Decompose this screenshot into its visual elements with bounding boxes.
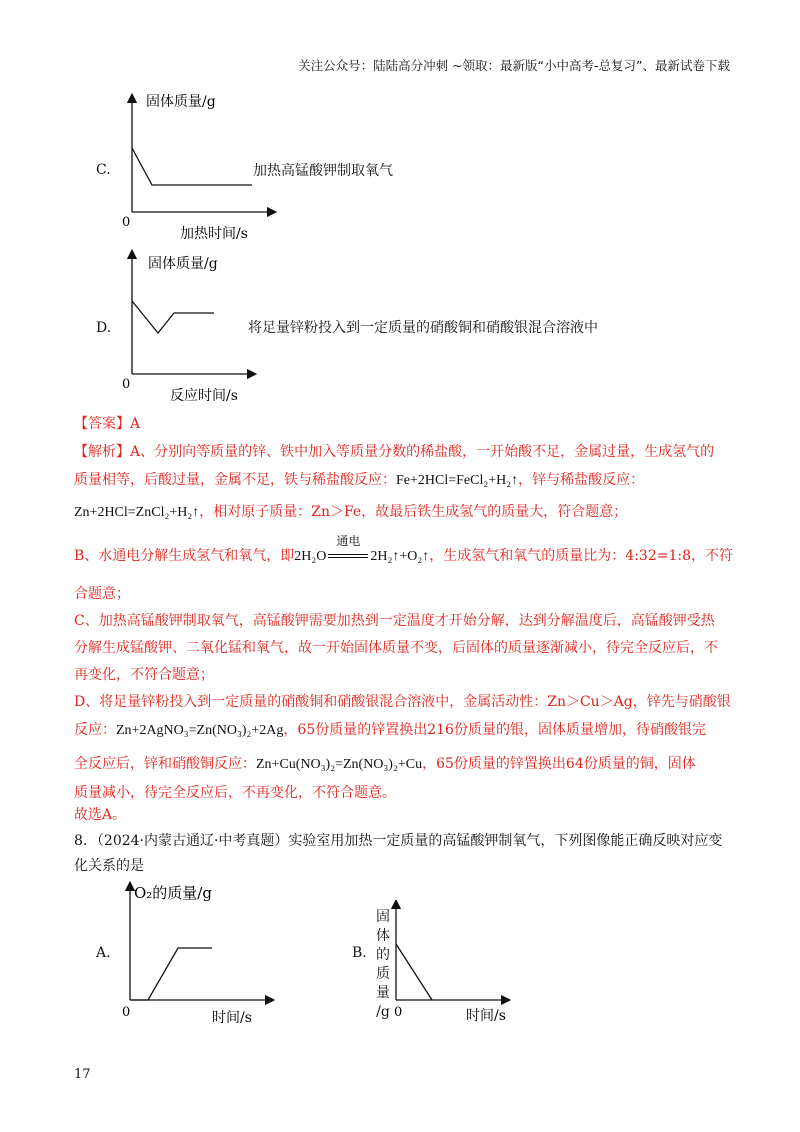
equation-equals [328,554,368,558]
analysis-d-text2: 反应： [74,722,116,738]
analysis-d-text3: 全反应后，锌和硝酸铜反应： [74,756,256,772]
answer-tag: 【答案】 [74,416,130,432]
analysis-b-text1: B、水通电分解生成氢气和氧气，即 [74,548,295,564]
analysis-c-line3: 再变化，不符合题意； [74,667,214,683]
ylabel-char: 固 [376,909,390,925]
curve [130,948,212,1000]
question-8-stem-line2: 化关系的是 [74,858,144,874]
x-axis-label: 时间/s [466,1008,506,1024]
analysis-d-line1: D、将足量锌粉投入到一定质量的硝酸铜和硝酸银混合溶液中，金属活动性：Zn＞Cu＞Ag，锌先与硝酸银 [74,694,731,710]
analysis-b-line2: 合题意； [74,586,130,602]
equation-condition [326,534,370,564]
x-axis-label: 反应时间/s [170,388,238,404]
option-c-label: C. [96,162,111,178]
analysis-a-line2 [74,469,734,489]
analysis-a-text1: A、分别向等质量的锌、铁中加入等质量分数的稀盐酸，一开始酸不足，金属过量，生成氢气的 [130,444,715,460]
origin-label: 0 [122,215,131,230]
question-8-stem-line1: 8．（2024·内蒙古通辽·中考真题）实验室用加热一定质量的高锰酸钾制氧气，下列图像能正确反映对应变 [74,833,723,849]
ylabel-char: 的 [376,947,390,963]
y-axis-label: O₂的质量/g [134,884,212,902]
condition-label: 通电 [336,534,361,548]
analysis-a-line3 [74,501,734,521]
equation-zn-agno3: Zn+2AgNO₃=Zn(NO₃)₂+2Ag [116,723,284,738]
analysis-a-text2-end: ，锌与稀盐酸反应： [518,472,645,488]
option-c-caption: 加热高锰酸钾制取氧气 [253,163,393,179]
page-header: 关注公众号：陆陆高分冲刺 ~领取：最新版“小中高考-总复习”、最新试卷下载 [298,58,730,73]
analysis-d-line2 [74,719,734,739]
equation-water-left: 2H₂O [294,549,327,564]
equation-zn-cuno3: Zn+Cu(NO₃)₂=Zn(NO₃)₂+Cu [256,757,423,772]
analysis-d-line4: 质量减小，待完全反应后，不再变化，不符合题意。 [74,785,396,801]
page-number: 17 [74,1067,91,1082]
curve [132,301,214,333]
origin-label: 0 [122,377,131,392]
analysis-a-text3: ，相对原子质量：Zn＞Fe，故最后铁生成氢气的质量大，符合题意； [199,504,628,520]
x-axis-label: 加热时间/s [180,226,248,240]
ylabel-char: 量 [376,985,390,1001]
analysis-a-line1 [74,441,734,461]
equation-fe-hcl: Fe+2HCl=FeCl₂+H₂↑ [396,473,519,488]
curve [396,944,432,1000]
analysis-b-text1-end: ，生成氢气和氧气的质量比为：4:32=1:8，不符 [429,548,733,564]
y-axis-label: 固体质量/g [146,94,216,110]
option-d-label: D. [96,320,112,336]
equation-zn-hcl: Zn+2HCl=ZnCl₂+H₂↑ [74,505,200,520]
analysis-d-text2-end: ，65份质量的锌置换出216份质量的银，固体质量增加，待硝酸银完 [283,722,706,738]
ylabel-char: 体 [376,928,390,944]
analysis-c-line1: C、加热高锰酸钾制取氧气，高锰酸钾需要加热到一定温度才开始分解，达到分解温度后，高锰酸钾受热 [74,613,715,629]
ylabel-char: 质 [376,966,390,982]
analysis-c-line2: 分解生成锰酸钾、二氧化锰和氧气，故一开始固体质量不变，后固体的质量逐渐减小，待完全反应后，不 [74,640,718,656]
y-axis-label: 固体质量/g [148,256,218,272]
analysis-conclusion: 故选A。 [74,807,127,823]
option-d-caption: 将足量锌粉投入到一定质量的硝酸铜和硝酸银混合溶液中 [248,320,598,336]
ylabel-char: /g [376,1004,390,1020]
analysis-b-line1 [74,534,734,565]
analysis-d-text3-end: ，65份质量的锌置换出64份质量的铜，固体 [422,756,696,772]
analysis-tag: 【解析】 [74,444,130,460]
answer-value: A [130,416,141,432]
q8-option-b-graph [384,900,514,1026]
q8-option-a-graph [114,876,284,1026]
origin-label: 0 [122,1005,131,1020]
q8-option-a-label: A. [96,945,111,961]
analysis-a-text2: 质量相等，后酸过量，金属不足，铁与稀盐酸反应： [74,472,396,488]
analysis-d-line3 [74,753,734,773]
x-axis-label: 时间/s [212,1010,252,1026]
answer-line [74,413,734,433]
origin-label: 0 [394,1005,403,1020]
q8-option-b-label: B. [352,945,367,961]
curve [132,148,252,185]
option-d-graph [110,246,260,404]
equation-water-right: 2H₂↑+O₂↑ [370,549,430,564]
